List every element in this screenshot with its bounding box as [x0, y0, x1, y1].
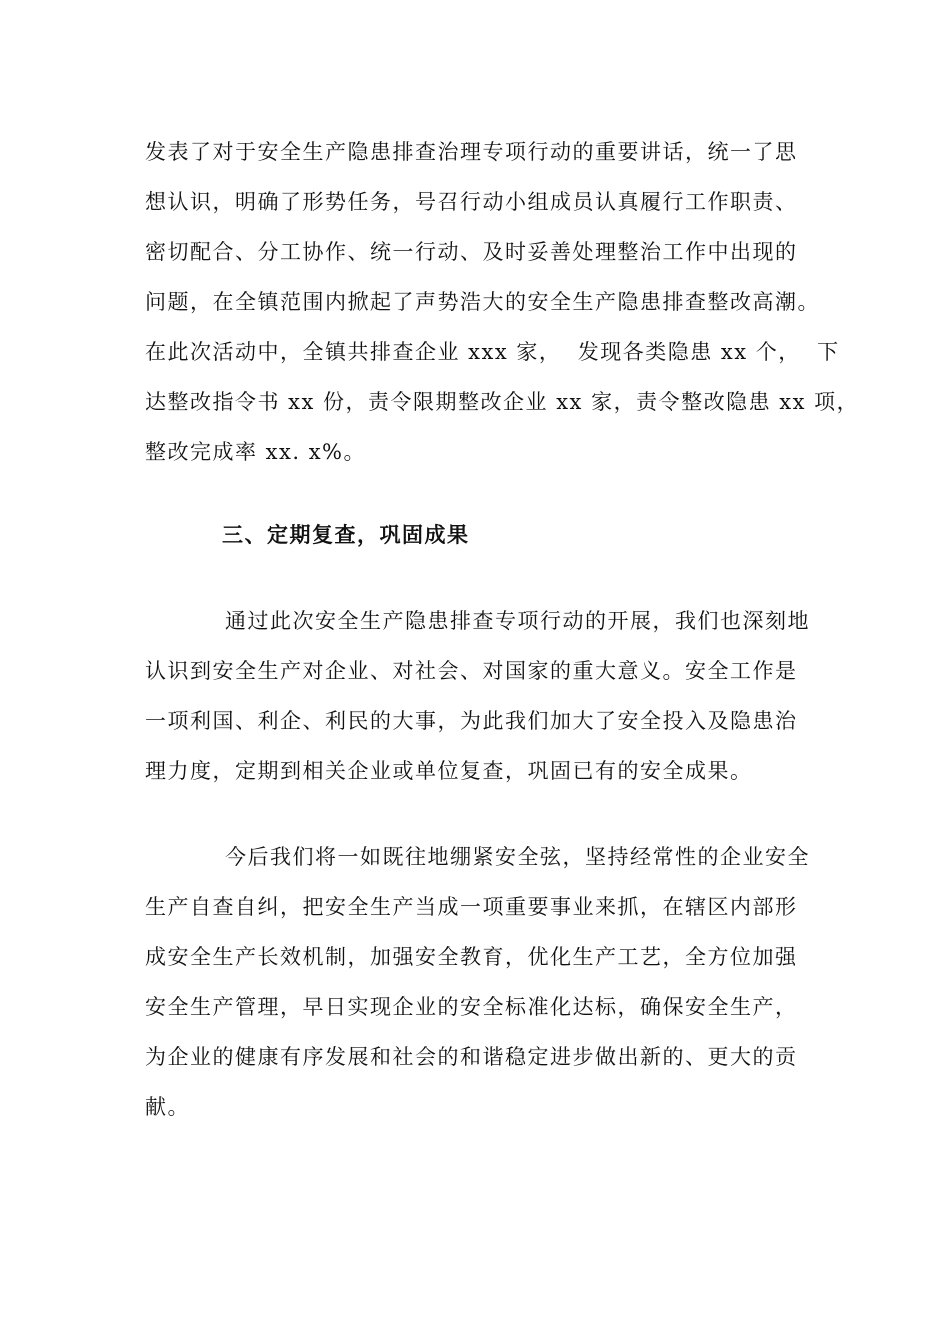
paragraph-outlook — [145, 832, 815, 1132]
paragraph-line: 密切配合、分工协作、统一行动、及时妥善处理整治工作中出现的 — [145, 240, 798, 264]
paragraph-line: 发表了对于安全生产隐患排查治理专项行动的重要讲话，统一了思 — [145, 140, 798, 164]
paragraph-line: 为企业的健康有序发展和社会的和谐稳定进步做出新的、更大的贡 — [145, 1045, 798, 1069]
paragraph-line: 安全生产管理，早日实现企业的安全标准化达标，确保安全生产， — [145, 995, 798, 1019]
paragraph-line: 整改完成率 xx. x%。 — [145, 440, 367, 464]
paragraph-line: 达整改指令书 xx 份，责令限期整改企业 xx 家，责令整改隐患 xx 项， — [145, 390, 860, 414]
paragraph-line: 在此次活动中，全镇共排查企业 xxx 家， 发现各类隐患 xx 个， 下 — [145, 340, 840, 364]
paragraph-line: 生产自查自纠，把安全生产当成一项重要事业来抓，在辖区内部形 — [145, 895, 798, 919]
paragraph-line: 献。 — [145, 1095, 190, 1119]
section-heading: 三、定期复查，巩固成果 — [222, 522, 470, 547]
paragraph-line: 今后我们将一如既往地绷紧安全弦，坚持经常性的企业安全 — [225, 845, 810, 869]
paragraph-line: 想认识，明确了形势任务，号召行动小组成员认真履行工作职责、 — [145, 190, 798, 214]
paragraph-line: 问题，在全镇范围内掀起了声势浩大的安全生产隐患排查整改高潮。 — [145, 290, 820, 314]
paragraph-line: 认识到安全生产对企业、对社会、对国家的重大意义。安全工作是 — [145, 659, 798, 683]
paragraph-review — [145, 596, 815, 796]
paragraph-line: 理力度，定期到相关企业或单位复查，巩固已有的安全成果。 — [145, 759, 753, 783]
paragraph-line: 成安全生产长效机制，加强安全教育，优化生产工艺，全方位加强 — [145, 945, 798, 969]
paragraph-summary — [145, 127, 860, 477]
paragraph-line: 通过此次安全生产隐患排查专项行动的开展，我们也深刻地 — [225, 609, 810, 633]
paragraph-line: 一项利国、利企、利民的大事，为此我们加大了安全投入及隐患治 — [145, 709, 798, 733]
